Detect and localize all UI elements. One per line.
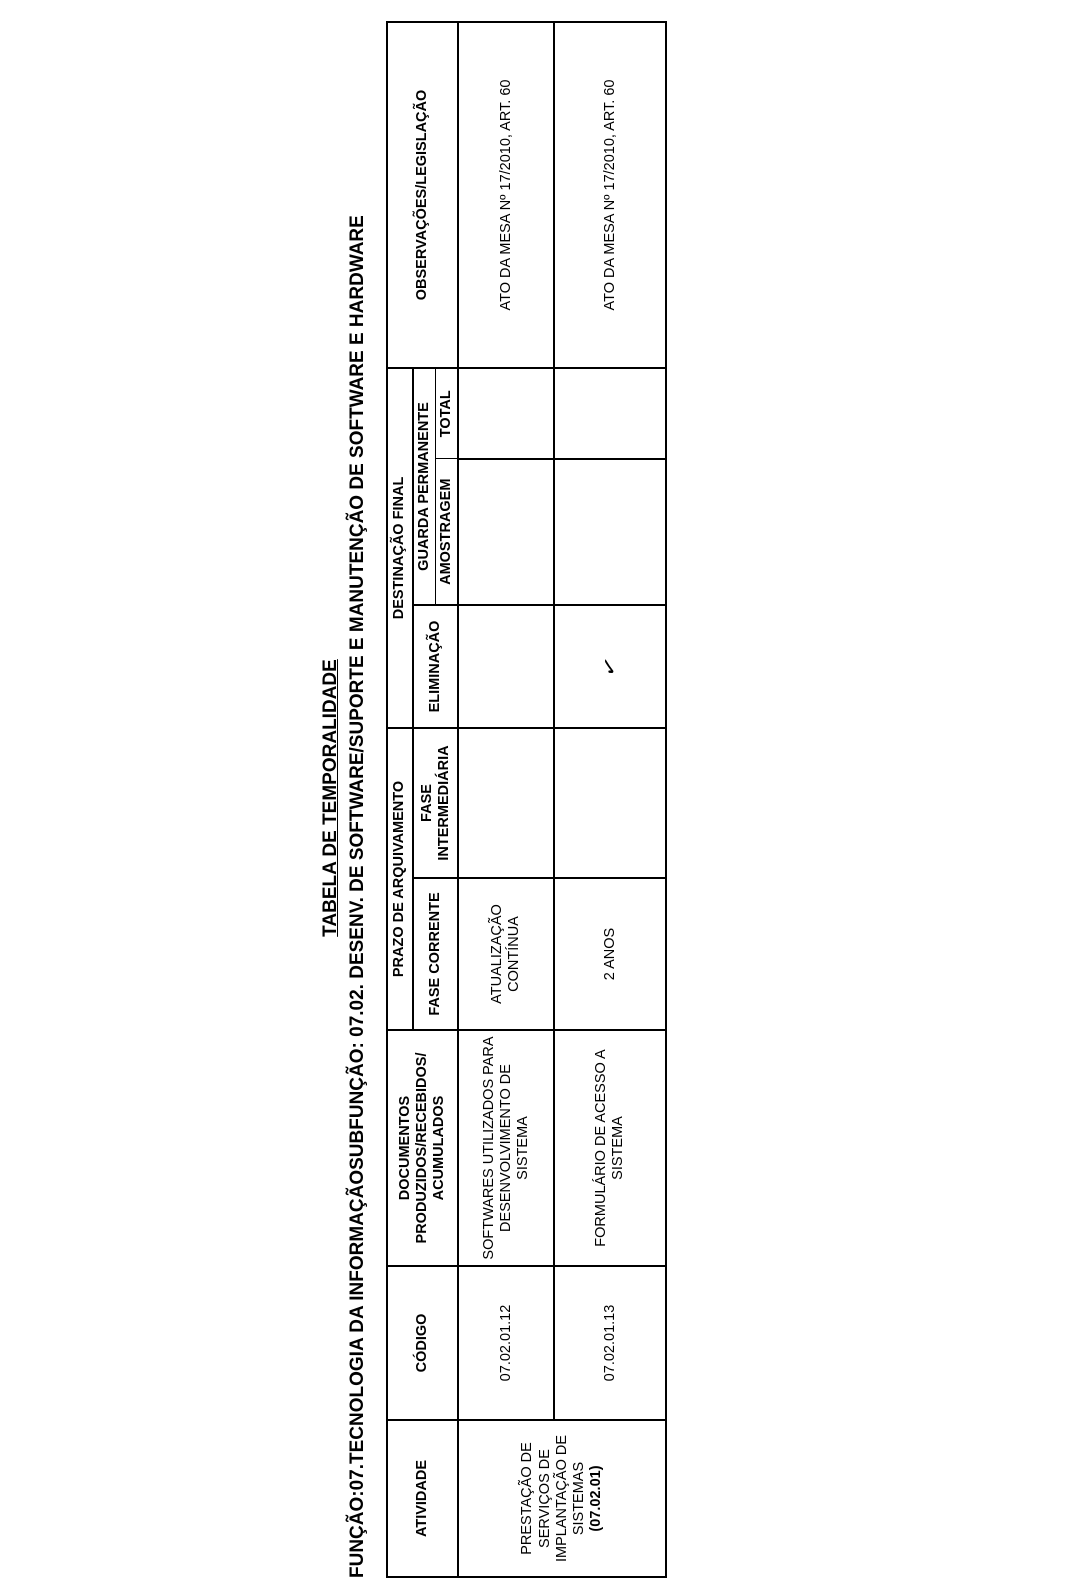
amostragem-cell bbox=[458, 459, 554, 605]
header-total: TOTAL bbox=[436, 368, 459, 459]
documento-cell: FORMULÁRIO DE ACESSO A SISTEMA bbox=[554, 1030, 666, 1266]
observacoes-cell: ATO DA MESA Nº 17/2010, ART. 60 bbox=[458, 22, 554, 368]
documento-cell: SOFTWARES UTILIZADOS PARA DESENVOLVIMENTO DE SISTEMA bbox=[458, 1030, 554, 1266]
header-observacoes: OBSERVAÇÕES/LEGISLAÇÃO bbox=[387, 22, 458, 368]
eliminacao-cell bbox=[458, 605, 554, 728]
total-cell bbox=[554, 368, 666, 459]
checkmark-icon: ✓ bbox=[594, 653, 625, 680]
header-codigo: CÓDIGO bbox=[387, 1266, 458, 1420]
rotated-page bbox=[318, 18, 668, 1578]
activity-cell bbox=[458, 1420, 666, 1577]
eliminacao-cell bbox=[554, 605, 666, 728]
header-fase-corrente: FASE CORRENTE bbox=[413, 878, 458, 1030]
amostragem-cell bbox=[554, 459, 666, 605]
table-row bbox=[554, 22, 666, 1577]
header-guarda-permanente: GUARDA PERMANENTE bbox=[413, 368, 436, 605]
codigo-cell: 07.02.01.12 bbox=[458, 1266, 554, 1420]
fase-intermediaria-cell bbox=[554, 728, 666, 878]
codigo-cell: 07.02.01.13 bbox=[554, 1266, 666, 1420]
fase-corrente-cell: ATUALIZAÇÃO CONTÍNUA bbox=[458, 878, 554, 1030]
header-amostragem: AMOSTRAGEM bbox=[436, 459, 459, 605]
header-fase-intermediaria: FASE INTERMEDIÁRIA bbox=[413, 728, 458, 878]
header-destinacao: DESTINAÇÃO FINAL bbox=[387, 368, 413, 728]
fase-corrente-cell: 2 ANOS bbox=[554, 878, 666, 1030]
activity-name: PRESTAÇÃO DE SERVIÇOS DE IMPLANTAÇÃO DE SISTEMAS bbox=[519, 1434, 587, 1563]
observacoes-cell: ATO DA MESA Nº 17/2010, ART. 60 bbox=[554, 22, 666, 368]
fase-intermediaria-cell bbox=[458, 728, 554, 878]
page-title: TABELA DE TEMPORALIDADE bbox=[320, 659, 341, 937]
total-cell bbox=[458, 368, 554, 459]
temporality-table bbox=[386, 21, 667, 1578]
activity-code: (07.02.01) bbox=[587, 1465, 604, 1532]
header-documentos: DOCUMENTOS PRODUZIDOS/RECEBIDOS/ ACUMULADOS bbox=[387, 1030, 458, 1266]
header-prazo: PRAZO DE ARQUIVAMENTO bbox=[387, 728, 413, 1030]
header-eliminacao: ELIMINAÇÃO bbox=[413, 605, 458, 728]
page-subtitle: FUNÇÃO:07.TECNOLOGIA DA INFORMAÇÃOSUBFUNÇÃO: 07.02. DESENV. DE SOFTWARE/SUPORTE E MANUTENÇÃO DE SOFTWARE E HARDWARE bbox=[347, 215, 368, 1578]
table-row bbox=[458, 22, 554, 1577]
header-atividade: ATIVIDADE bbox=[387, 1420, 458, 1577]
